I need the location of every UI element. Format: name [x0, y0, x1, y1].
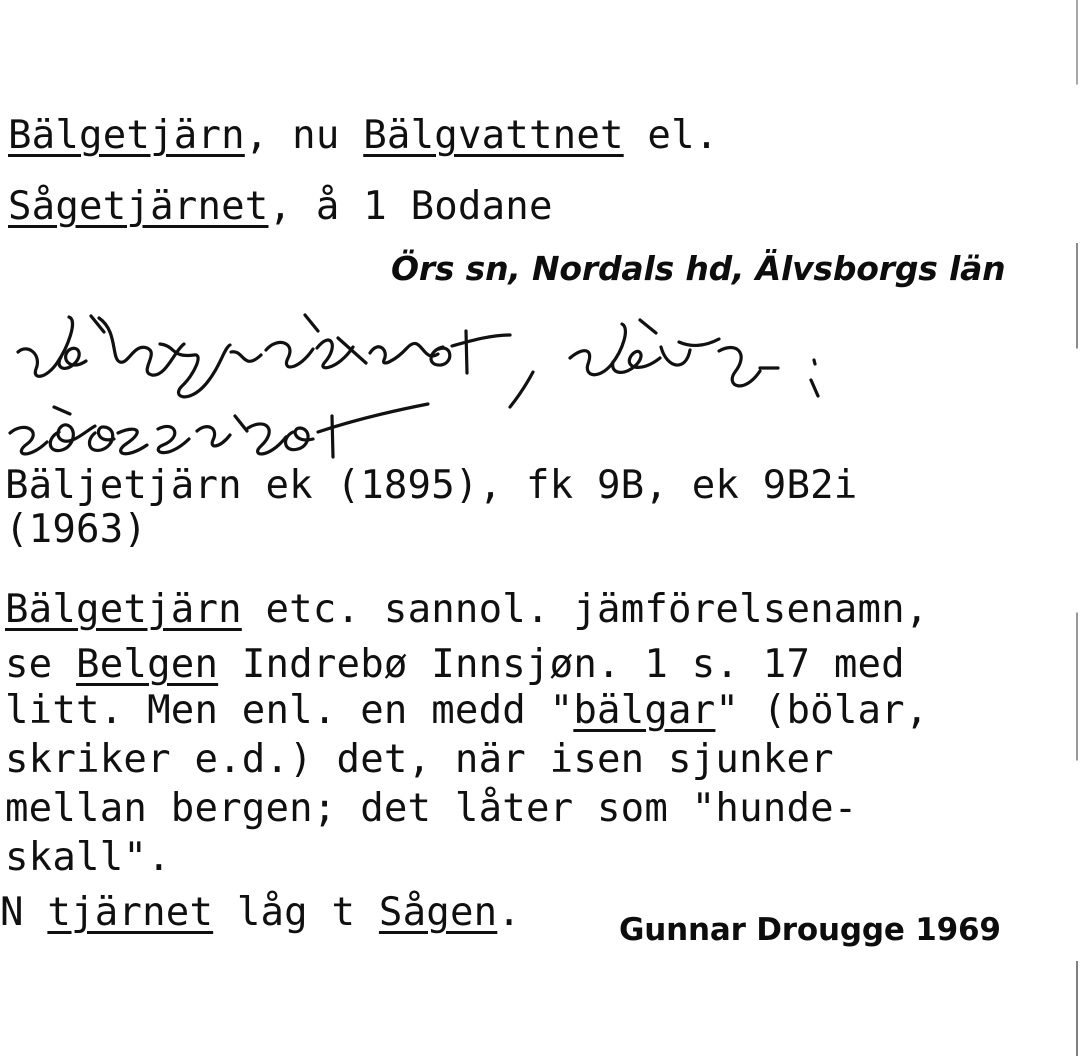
final-note-prefix: N	[0, 890, 48, 935]
explanation-text-3-rest: " (bölar,	[715, 688, 929, 733]
explanation-line-2	[5, 642, 905, 687]
explanation-line-6: skall".	[5, 835, 171, 880]
explanation-line-1	[5, 587, 929, 632]
headword-location-bodane: , å 1 Bodane	[268, 184, 553, 229]
final-note-sagen: Sågen	[378, 890, 498, 935]
explanation-line-3	[5, 688, 929, 733]
explanation-text-3-prefix: litt. Men enl. en medd "	[5, 688, 574, 733]
explanation-line-4: skriker e.d.) det, när isen sjunker	[5, 737, 834, 782]
headword-balgvattnet: Bälgvattnet	[363, 113, 624, 158]
explanation-word-balgar: bälgar	[573, 688, 716, 733]
final-note-end: .	[497, 890, 521, 935]
final-note-tjarnet: tjärnet	[47, 890, 214, 935]
final-note-line	[0, 890, 521, 935]
handwritten-phonetic-notation	[0, 300, 850, 465]
explanation-name-balgetjarn: Bälgetjärn	[5, 587, 242, 632]
explanation-name-belgen: Belgen	[76, 642, 219, 687]
scan-edge-line	[1076, 0, 1078, 1056]
headword-separator-nu: , nu	[244, 113, 364, 158]
source-reference-line-1: Bäljetjärn ek (1895), fk 9B, ek 9B2i	[5, 463, 858, 508]
explanation-prefix-se: se	[5, 642, 77, 687]
headword-line-1	[8, 113, 719, 158]
author-stamp: Gunnar Drougge 1969	[619, 912, 1001, 948]
headword-separator-el: el.	[623, 113, 719, 158]
headword-sagetjarnet: Sågetjärnet	[8, 184, 269, 229]
location-stamp: Örs sn, Nordals hd, Älvsborgs län	[391, 249, 1006, 288]
headword-balgetjarn: Bälgetjärn	[8, 113, 245, 158]
explanation-line-5: mellan bergen; det låter som "hunde-	[5, 786, 858, 831]
headword-line-2	[8, 184, 553, 229]
explanation-text-1: etc. sannol. jämförelsenamn,	[241, 587, 929, 632]
source-reference-line-2: (1963)	[5, 507, 148, 552]
final-note-middle: låg t	[213, 890, 379, 935]
explanation-text-2: Indrebø Innsjøn. 1 s. 17 med	[218, 642, 905, 687]
